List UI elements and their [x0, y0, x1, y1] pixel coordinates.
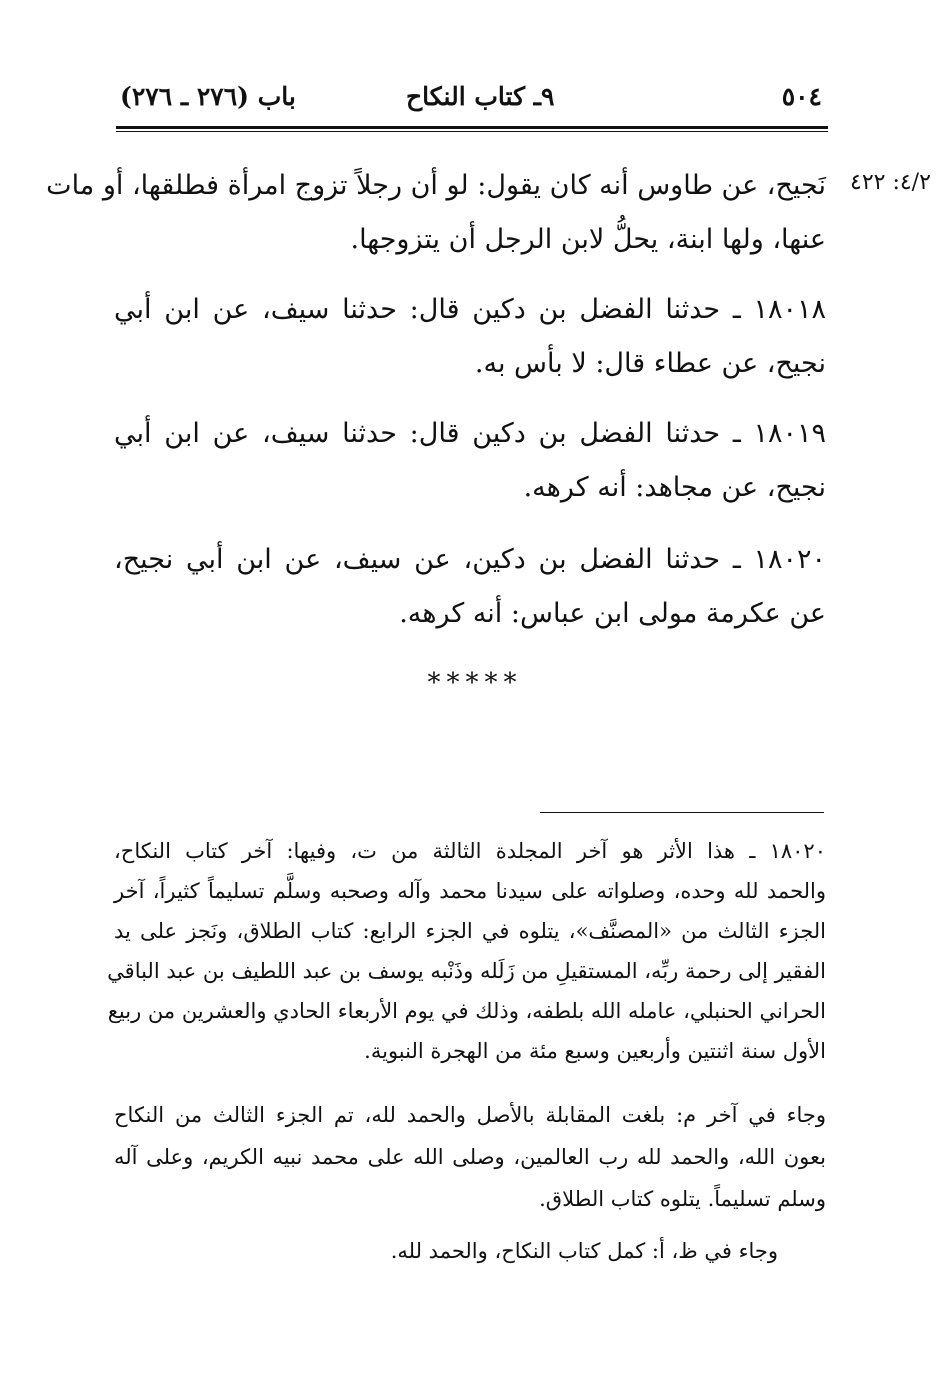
footnote-line: الجزء الثالث من «المصنَّف»، يتلوه في الجزء الرابع: كتاب الطلاق، ونَجز على يد [114, 919, 826, 943]
footnote-line: الحراني الحنبلي، عامله الله بلطفه، وذلك في يوم الأربعاء الحادي والعشرين من ربيع [107, 999, 826, 1023]
footnote-line: وسلم تسليماً. يتلوه كتاب الطلاق. [539, 1187, 826, 1211]
section-separator: ***** [427, 668, 523, 698]
footnote-line: وجاء في آخر م: بلغت المقابلة بالأصل والحمد لله، تم الجزء الثالث من النكاح [114, 1103, 826, 1127]
chapter-range: باب (٢٧٦ ـ ٢٧٦) [120, 82, 296, 111]
footnote-line: الأول سنة اثنتين وأربعين وسبع مئة من الهجرة النبوية. [364, 1039, 826, 1063]
main-text-line: نجيح، عن مجاهد: أنه كرهه. [523, 472, 826, 503]
main-text-line: عن عكرمة مولى ابن عباس: أنه كرهه. [399, 598, 826, 629]
main-text-line: ١٨٠٢٠ ـ حدثنا الفضل بن دكين، عن سيف، عن ابن أبي نجيح، [114, 544, 826, 575]
footnote-line: وجاء في ظ، أ: كمل كتاب النكاح، والحمد لله. [390, 1239, 778, 1263]
main-text-line: ١٨٠١٩ ـ حدثنا الفضل بن دكين قال: حدثنا سيف، عن ابن أبي [114, 418, 826, 449]
header-rule-thin [116, 131, 828, 132]
main-text-line: عنها، ولها ابنة، يحلُّ لابن الرجل أن يتزوجها. [350, 224, 826, 255]
book-title: ٩ـ كتاب النكاح [406, 82, 555, 111]
page-number: ٥٠٤ [781, 82, 822, 111]
footnote-rule [540, 812, 824, 813]
footnote-line: والحمد لله وحده، وصلواته على سيدنا محمد وآله وصحبه وسلَّم تسليماً كثيراً، آخر [114, 879, 826, 903]
main-text-line: نَجيح، عن طاوس أنه كان يقول: لو أن رجلاً تزوج امرأة فطلقها، أو مات [46, 170, 826, 201]
footnote-line: الفقير إلى رحمة ربِّه، المستقيلِ من زَلَله وذَنْبه يوسف بن عبد اللطيف بن عبد الباقي [107, 959, 826, 983]
running-header [116, 82, 828, 122]
footnote-line: ١٨٠٢٠ ـ هذا الأثر هو آخر المجلدة الثالثة من ت، وفيها: آخر كتاب النكاح، [114, 839, 826, 863]
footnote-line: بعون الله، والحمد لله رب العالمين، وصلى الله على محمد نبيه الكريم، وعلى آله [114, 1145, 826, 1169]
main-text-line: ١٨٠١٨ ـ حدثنا الفضل بن دكين قال: حدثنا سيف، عن ابن أبي [114, 294, 826, 325]
main-text-line: نجيح، عن عطاء قال: لا بأس به. [474, 348, 826, 379]
margin-reference: ٤/٢: ٤٢٢ [850, 170, 931, 195]
header-rule [116, 126, 828, 129]
